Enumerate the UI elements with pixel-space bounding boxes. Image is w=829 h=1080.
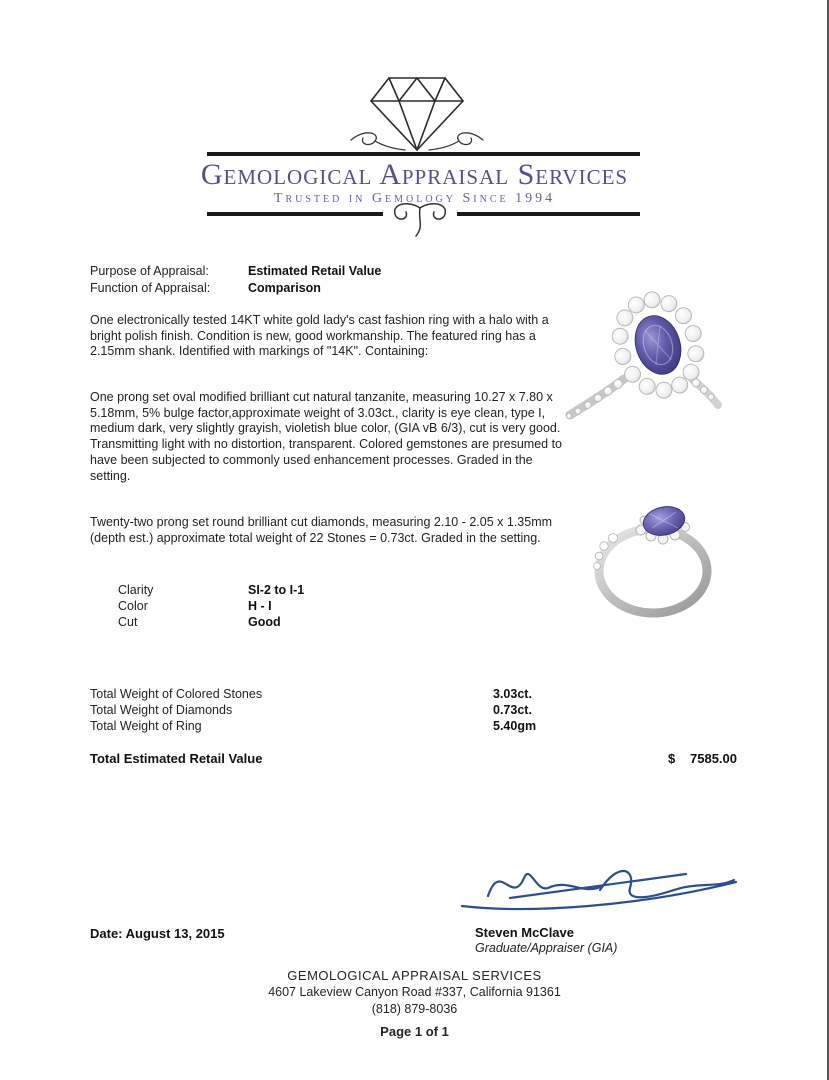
date-line: Date: August 13, 2015 (90, 926, 225, 941)
ring-photo-top-view (558, 283, 743, 428)
total-row-label: Total Weight of Diamonds (90, 703, 233, 717)
flourish-icon (351, 133, 483, 150)
scroll-ornament-icon (386, 200, 454, 242)
ring-photo-side-view (556, 496, 751, 621)
grand-total-currency: $ (668, 751, 676, 766)
grand-total-label: Total Estimated Retail Value (90, 751, 263, 766)
purpose-label: Purpose of Appraisal: (90, 264, 209, 278)
function-label: Function of Appraisal: (90, 281, 211, 295)
org-title: Gemological Appraisal Services (200, 158, 629, 191)
grade-row-label: Color (118, 599, 148, 613)
signature-image (450, 848, 750, 920)
total-row-label: Total Weight of Colored Stones (90, 687, 263, 701)
signer-title: Graduate/Appraiser (GIA) (475, 941, 618, 955)
signer-name: Steven McClave (475, 925, 574, 940)
footer-org: GEMOLOGICAL APPRAISAL SERVICES (287, 968, 542, 983)
ring-description: One electronically tested 14KT white gold lady's cast fashion ring with a halo with a bright polish finish. Condition is new, good workmanship. The featured ring has a 2.15mm shank. Identified with markings of "14K". Containing: (90, 313, 549, 359)
grade-row-label: Cut (118, 615, 138, 629)
total-row-value: 5.40gm (493, 719, 537, 733)
total-row-value: 0.73ct. (493, 703, 532, 717)
footer-phone: (818) 879-8036 (371, 1002, 458, 1016)
grand-total-amount: 7585.00 (690, 751, 737, 766)
purpose-value: Estimated Retail Value (248, 264, 382, 278)
letterhead-rule-bottom-left (207, 212, 383, 216)
total-row-value: 3.03ct. (493, 687, 532, 701)
tanzanite-description: One prong set oval modified brilliant cut natural tanzanite, measuring 10.27 x 7.80 x 5.18mm, 5% bulge factor,approximate weight of 3.03ct., clarity is eye clean, type I, medium dark, very slightly grayish, violetish blue color, (GIA vB 6/3), cut is very good. Transmitting light with no distortion, transparent. Colored gemstones are presumed to have been subjected to commonly used enhancement processes. Graded in the setting. (90, 390, 562, 483)
total-row-label: Total Weight of Ring (90, 719, 202, 733)
footer-address: 4607 Lakeview Canyon Road #337, California 91361 (268, 985, 561, 999)
grade-row-label: Clarity (118, 583, 154, 597)
grade-row-value: H - I (248, 599, 272, 613)
diamond-description: Twenty-two prong set round brilliant cut diamonds, measuring 2.10 - 2.05 x 1.35mm (depth est.) approximate total weight of 22 Stones = 0.73ct. Graded in the setting. (90, 515, 553, 545)
org-tagline: Trusted in Gemology Since 1994 (273, 191, 556, 206)
letterhead-rule-top (207, 152, 640, 156)
footer-page-number: Page 1 of 1 (380, 1024, 449, 1039)
diamond-logo-icon (347, 66, 487, 156)
letterhead-rule-bottom-right (457, 212, 640, 216)
function-value: Comparison (248, 281, 321, 295)
grade-row-value: Good (248, 615, 281, 629)
grade-row-value: SI-2 to I-1 (248, 583, 305, 597)
